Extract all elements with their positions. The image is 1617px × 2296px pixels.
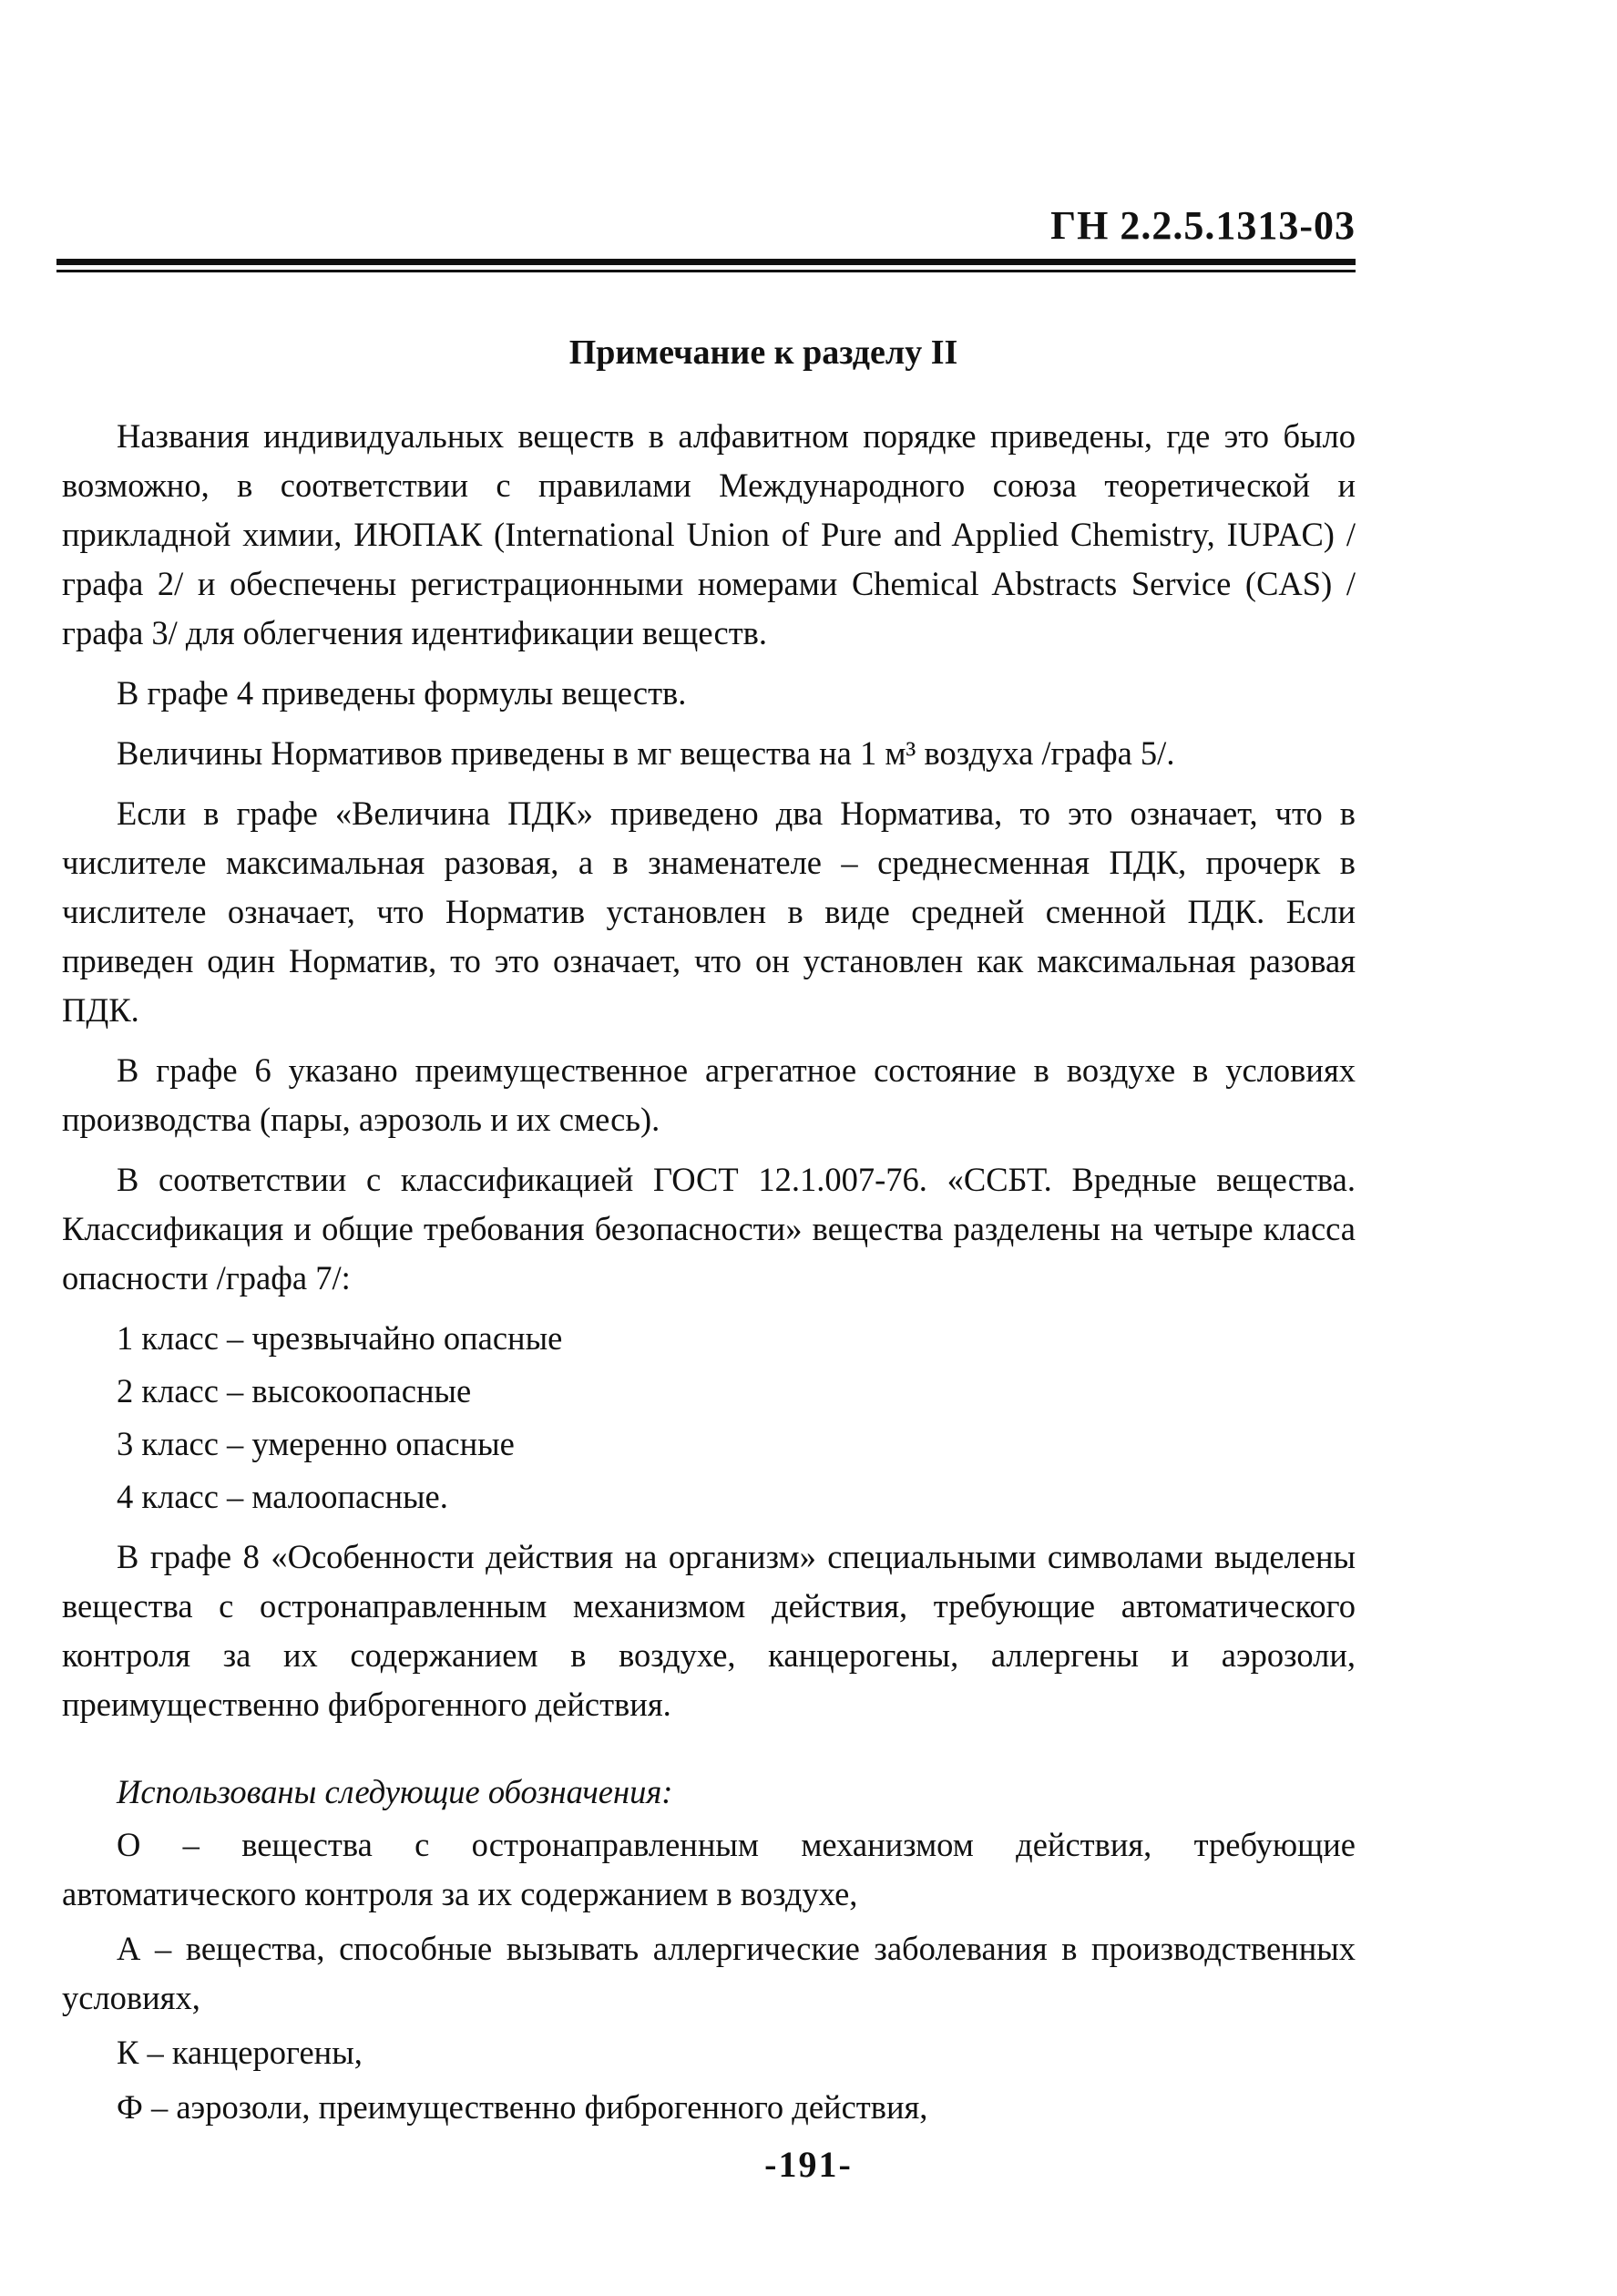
document-code: ГН 2.2.5.1313-03 (1050, 203, 1356, 248)
paragraph-aggregate-state: В графе 6 указано преимущественное агрегатное состояние в воздухе в условиях производства (пары, аэрозоль и их смесь). (62, 1051, 1356, 1138)
paragraph-special-symbols: В графе 8 «Особенности действия на организм» специальными символами выделены вещества с остронаправленным механизмом действия, требующие автоматического контроля за их содержанием в воздухе, канцерогены, аллергены и аэрозоли, преимущественно фиброгенного действия. (62, 1538, 1356, 1723)
paragraph-formulas: В графе 4 приведены формулы веществ. (117, 674, 687, 712)
hazard-class-item: 1 класс – чрезвычайно опасные (117, 1319, 563, 1357)
hazard-class-item: 3 класс – умеренно опасные (117, 1425, 515, 1462)
paragraph-naming: Названия индивидуальных веществ в алфавитном порядке приведены, где это было возможно, в соответствии с правилами Международного союза теоретической и прикладной химии, ИЮПАК (International Union of Pure and Applied Chemistry, IUPAC) /графа 2/ и обеспечены регистрационными номерами Chemical Abstracts Service (CAS) /графа 3/ для облегчения идентификации веществ. (62, 417, 1356, 651)
paragraph-classification: В соответствии с классификацией ГОСТ 12.1.007-76. «ССБТ. Вредные вещества. Классификация и общие требования безопасности» вещества разделены на четыре класса опасности /графа 7/: (62, 1161, 1356, 1297)
paragraph-units: Величины Нормативов приведены в мг вещества на 1 м³ воздуха /графа 5/. (117, 734, 1175, 772)
hazard-class-item: 2 класс – высокоопасные (117, 1372, 472, 1409)
header-rule-thin (56, 270, 1356, 272)
legend-item: Ф – аэрозоли, преимущественно фиброгенного действия, (117, 2088, 928, 2126)
page-content (62, 328, 1356, 2137)
legend-item: О – вещества с остронаправленным механизмом действия, требующие автоматического контроля за их содержанием в воздухе, (62, 1826, 1356, 1912)
page-number: -191- (764, 2144, 853, 2185)
legend-item: К – канцерогены, (117, 2034, 363, 2071)
hazard-class-item: 4 класс – малоопасные. (117, 1478, 448, 1515)
page-header (56, 202, 1356, 281)
paragraph-two-norms: Если в графе «Величина ПДК» приведено два Норматива, то это означает, что в числителе максимальная разовая, а в знаменателе – среднесменная ПДК, прочерк в числителе означает, что Норматив установлен в виде средней сменной ПДК. Если приведен один Норматив, то это означает, что он установлен как максимальная разовая ПДК. (62, 794, 1356, 1029)
legend-heading: Использованы следующие обозначения: (117, 1773, 673, 1810)
hazard-class-list (62, 1314, 1356, 1522)
legend-item: А – вещества, способные вызывать аллергические заболевания в производственных условиях, (62, 1930, 1356, 2016)
section-title: Примечание к разделу II (568, 333, 958, 372)
legend-list (62, 1820, 1356, 2132)
header-rule-thick (56, 259, 1356, 265)
